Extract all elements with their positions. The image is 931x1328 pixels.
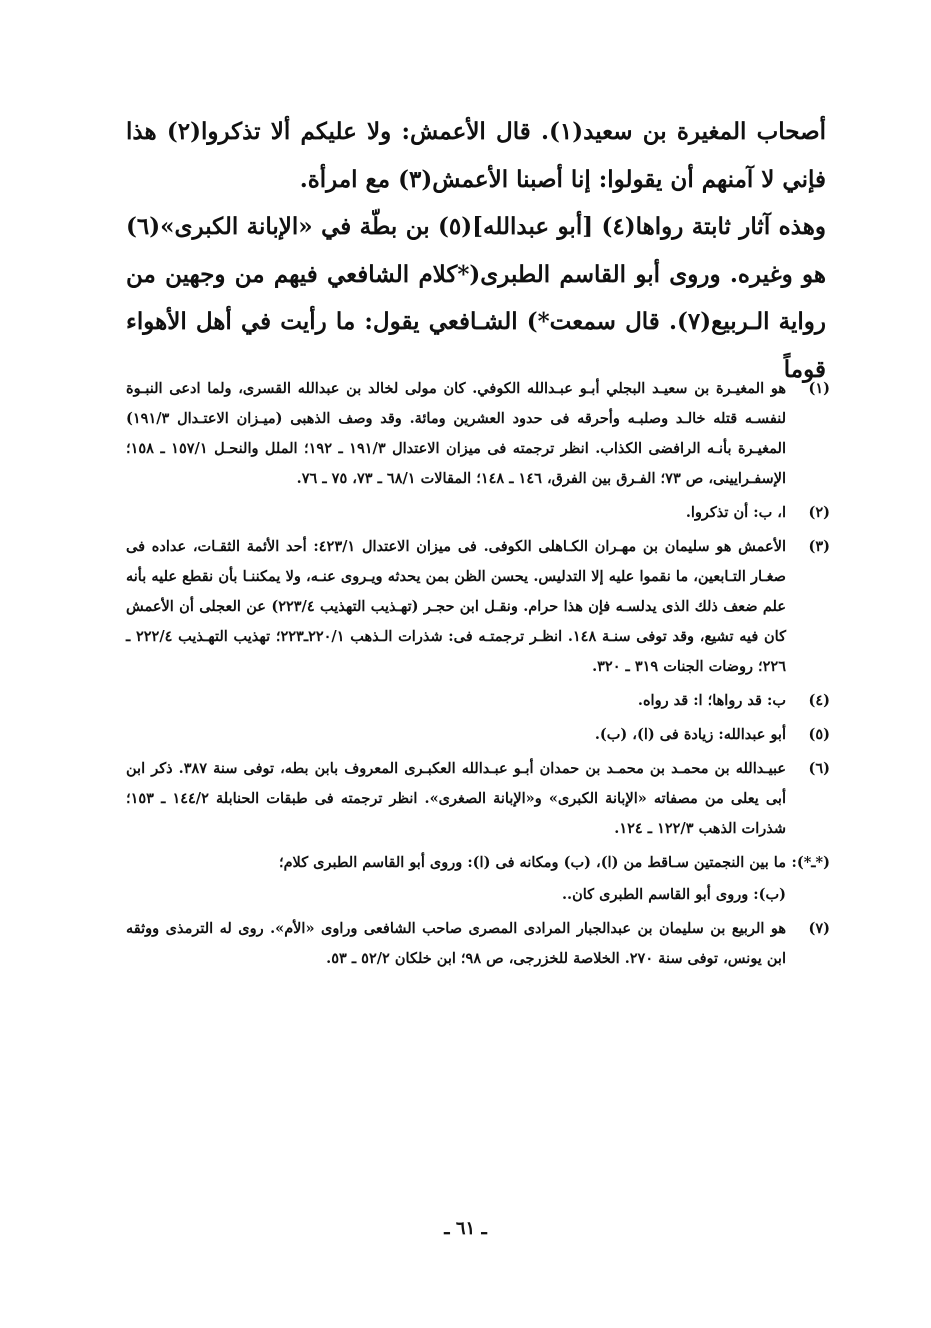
footnote-text: ا، ب: أن تذكروا. — [685, 504, 786, 521]
footnote-text-continued: (ب): وروى أبو القاسم الطبرى كان.. — [561, 886, 786, 903]
footnote-asterisk — [126, 848, 830, 910]
footnote-6 — [126, 754, 830, 844]
footnote-text: هو المغيـرة بن سعيـد البجلي أبـو عبـدالله الكوفي. كان مولى لخالد بن عبدالله القسرى، ولما ادعى النبـوة لنفسـه قتله خالـد وصلبـه وأحرقه فى حدود العشرين ومائة. وقد وصف الذهبى (ميـزان الاعتـدال ١٩١/٣) المغيـرة بأنـه الرافضى الكذاب. انظر ترجمته فى ميزان الاعتدال ١٩١/٣ ـ ١٩٢؛ الملل والنحـل ١٥٧/١ ـ ١٥٨؛ الإسفـرايينى، ص ٧٣؛ الفـرق بين الفرق، ١٤٦ ـ ١٤٨؛ المقالات ٦٨/١ ـ ٧٣، ٧٥ ـ ٧٦. — [126, 380, 786, 487]
footnotes-block — [126, 374, 830, 978]
main-paragraph-2: وهذه آثار ثابتة رواها(٤) [أبو عبدالله](٥) بن بطّة في «الإبانة الكبرى»(٦) هو وغيره. وروى أبو القاسم الطبرى(*كلام الشافعي فيهم من وجهين من رواية الـربيع(٧). قال سمعت*) الشـافعي يقول: ما رأيت في أهل الأهواء قوماً — [126, 213, 826, 383]
footnote-text: عبيـدالله بن محمـد بن محمـد بن حمدان أبـو عبـدالله العكبـرى المعروف بابن بطه، توفى سنة ٣٨٧. ذكر ابن أبى يعلى من مصفاته «الإبانة الكبرى» و«الإبانة الصغرى». انظر ترجمته فى طبقات الحنابلة ١٤٤/٢ ـ ١٥٣؛ شذرات الذهب ١٢٢/٣ ـ ١٢٤. — [126, 760, 786, 837]
footnote-2 — [126, 498, 830, 528]
main-paragraph-1: أصحاب المغيرة بن سعيد(١). قال الأعمش: ولا عليكم ألا تذكروا(٢) هذا فإني لا آمنهم أن يقولوا: إنا أصبنا الأعمش(٣) مع امرأة. — [126, 118, 827, 193]
footnote-text: ما بين النجمتين سـاقط من (ا)، (ب) ومكانه فى (ا): وروى أبو القاسم الطبرى كلام؛ — [278, 854, 786, 871]
footnote-1 — [126, 374, 830, 494]
footnote-text: الأعمش هو سليمان بن مهـران الكـاهلى الكوفى. فى ميزان الاعتدال ٤٢٣/١: أحد الأئمة الثقـات، عداده فى صغـار التـابعين، ما نقموا عليه إلا التدليس. يحسن الظن بمن يحدثه ويـروى عنـه، ولا يمكننـا بأن نقطع عليه بأنه علم ضعف ذلك الذى يدلسـه فإن هذا حرام. ونقـل ابن حجـر (تهـذيب التهذيب ٢٢٣/٤) عن العجلى أن الأعمش كان فيه تشيع، وقد توفى سنـة ١٤٨. انظـر ترجمتـه فى: شذرات الـذهب ٢٢٠/١ـ٢٢٣؛ تهذيب التهـذيب ٢٢٢/٤ ـ ٢٢٦؛ روضات الجنات ٣١٩ ـ ٣٢٠. — [126, 538, 786, 675]
footnote-text-wrapper — [126, 848, 786, 910]
footnote-7 — [126, 914, 830, 974]
footnote-text: ب: قد رواها؛ ا: قد رواه. — [637, 692, 786, 709]
footnote-number: (١) — [808, 380, 830, 397]
footnote-text: أبو عبدالله: زيادة فى (ا)، (ب). — [594, 726, 786, 743]
footnote-number: (*ـ*): — [791, 854, 830, 871]
footnote-5 — [126, 720, 830, 750]
footnote-number: (٤) — [808, 692, 830, 709]
footnote-3 — [126, 532, 830, 682]
footnote-number: (٦) — [808, 760, 830, 777]
footnote-4 — [126, 686, 830, 716]
footnote-text: هو الربيع بن سليمان بن عبدالجبار المرادى المصرى صاحب الشافعى وراوى «الأم». روى له الترمذى ووثقه ابن يونس، توفى سنة ٢٧٠. الخلاصة للخزرجى، ص ٩٨؛ ابن خلكان ٥٢/٢ ـ ٥٣. — [126, 920, 786, 967]
footnote-number: (٣) — [808, 538, 830, 555]
page-number: ـ ٦١ ـ — [444, 1218, 487, 1239]
main-text-block — [126, 108, 826, 393]
footnote-number: (٧) — [808, 920, 830, 937]
footnote-number: (٢) — [808, 504, 830, 521]
footnote-number: (٥) — [808, 726, 830, 743]
